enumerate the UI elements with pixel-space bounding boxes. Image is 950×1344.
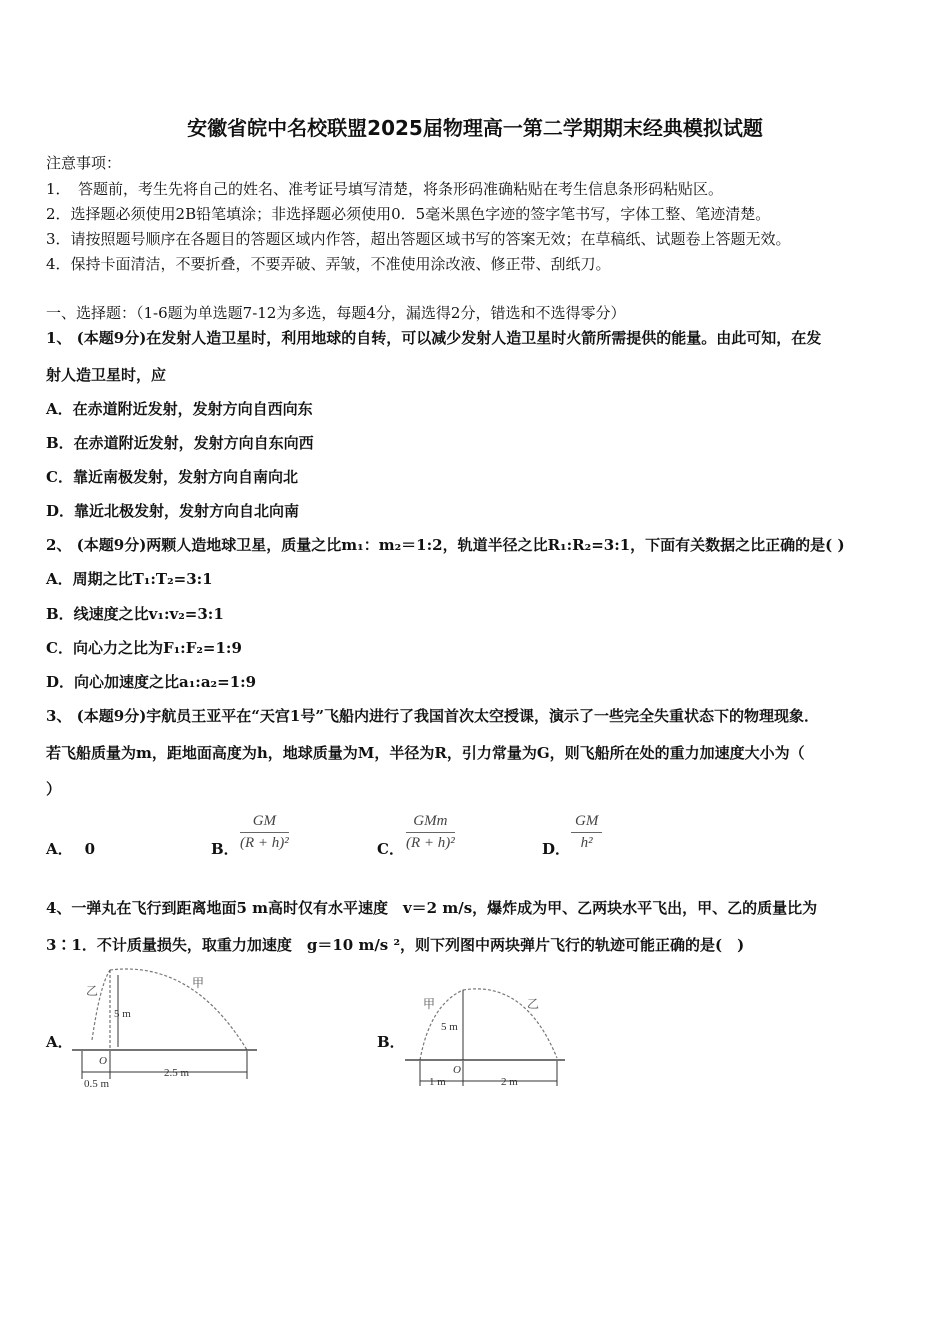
notice-item: 1． 答题前，考生先将自己的姓名、准考证号填写清楚，将条形码准确粘贴在考生信息条形码粘贴区。: [46, 180, 724, 198]
q2-option-c: C．向心力之比为F₁:F₂=1:9: [46, 639, 242, 657]
q3-option-c-label: C．: [377, 840, 404, 858]
notice-item: 3．请按照题号顺序在各题目的答题区域内作答，超出答题区域书写的答案无效；在草稿纸、试题卷上答题无效。: [46, 230, 791, 248]
q4-figure-b: [405, 980, 570, 1095]
distance-label: 2 m: [501, 1076, 518, 1088]
q4-stem: 4、一弹丸在飞行到距离地面5 m高时仅有水平速度 v＝2 m/s，爆炸成为甲、乙两块水平飞出，甲、乙的质量比为: [46, 899, 818, 917]
q4-figure-a: [72, 965, 262, 1093]
fraction-numerator: GM: [571, 813, 602, 833]
trajectory-right: [463, 989, 557, 1058]
fraction-numerator: GMm: [406, 813, 455, 833]
q4-stem-cont: 3∶1．不计质量损失，取重力加速度 g＝10 m/s ²，则下列图中两块弹片飞行的轨迹可能正确的是( ): [46, 936, 745, 954]
q4-option-a-label: A．: [46, 1033, 73, 1051]
distance-label: 0.5 m: [84, 1078, 110, 1090]
q1-option-b: B．在赤道附近发射，发射方向自东向西: [46, 434, 314, 452]
trajectory-left: [92, 970, 110, 1040]
q3-option-a-value: 0: [84, 840, 96, 858]
notice-heading: 注意事项：: [46, 154, 122, 172]
origin-label: O: [453, 1064, 461, 1076]
fraction-denominator: (R + h)²: [240, 835, 289, 851]
q3-stem-cont: 若飞船质量为m，距地面高度为h，地球质量为M，半径为R，引力常量为G，则飞船所在处的重力加速度大小为（: [46, 744, 805, 762]
q3-option-d-fraction: [571, 813, 602, 852]
q2-option-a: A．周期之比T₁:T₂=3:1: [46, 570, 213, 588]
q3-option-c-fraction: [406, 813, 455, 852]
q3-stem-end: ）: [46, 780, 62, 798]
piece-label: 乙: [86, 984, 99, 998]
distance-label: 2.5 m: [164, 1067, 190, 1079]
q3-option-a-label: A．: [46, 840, 73, 858]
q3-option-d-label: D．: [542, 840, 571, 858]
fraction-denominator: h²: [580, 835, 593, 851]
piece-label: 乙: [527, 997, 540, 1011]
fraction-denominator: (R + h)²: [406, 835, 455, 851]
distance-label: 1 m: [429, 1076, 446, 1088]
q3-option-a: [46, 838, 95, 859]
q3-option-b-fraction: [240, 813, 289, 852]
q2-option-b: B．线速度之比v₁:v₂=3:1: [46, 605, 224, 623]
piece-label: 甲: [192, 976, 205, 990]
q1-option-d: D．靠近北极发射，发射方向自北向南: [46, 502, 300, 520]
height-label: 5 m: [114, 1008, 131, 1020]
piece-label: 甲: [423, 997, 436, 1011]
height-label: 5 m: [441, 1021, 458, 1033]
section-heading: 一、选择题：（1-6题为单选题7-12为多选，每题4分，漏选得2分，错选和不选得零分）: [46, 304, 626, 322]
q1-stem: 1、 (本题9分)在发射人造卫星时，利用地球的自转，可以减少发射人造卫星时火箭所需提供的能量。由此可知，在发: [46, 329, 822, 347]
q1-option-a: A．在赤道附近发射，发射方向自西向东: [46, 400, 313, 418]
page-title: 安徽省皖中名校联盟2025届物理高一第二学期期末经典模拟试题: [187, 116, 763, 140]
q1-option-c: C．靠近南极发射，发射方向自南向北: [46, 468, 298, 486]
notice-item: 2．选择题必须使用2B铅笔填涂；非选择题必须使用0．5毫米黑色字迹的签字笔书写，字体工整、笔迹清楚。: [46, 205, 771, 223]
q2-option-d: D．向心加速度之比a₁:a₂=1:9: [46, 673, 257, 691]
origin-label: O: [99, 1055, 107, 1067]
q1-stem-cont: 射人造卫星时，应: [46, 366, 167, 384]
q3-option-b-label: B．: [211, 840, 239, 858]
notice-item: 4．保持卡面清洁，不要折叠，不要弄破、弄皱，不准使用涂改液、修正带、刮纸刀。: [46, 255, 611, 273]
q4-option-b-label: B．: [377, 1033, 405, 1051]
q3-stem: 3、 (本题9分)宇航员王亚平在“天宫1号”飞船内进行了我国首次太空授课，演示了一些完全失重状态下的物理现象．: [46, 707, 819, 725]
fraction-numerator: GM: [240, 813, 289, 833]
q2-stem: 2、 (本题9分)两颗人造地球卫星，质量之比m₁：m₂＝1:2，轨道半径之比R₁:R₂=3:1，下面有关数据之比正确的是( ): [46, 536, 845, 554]
